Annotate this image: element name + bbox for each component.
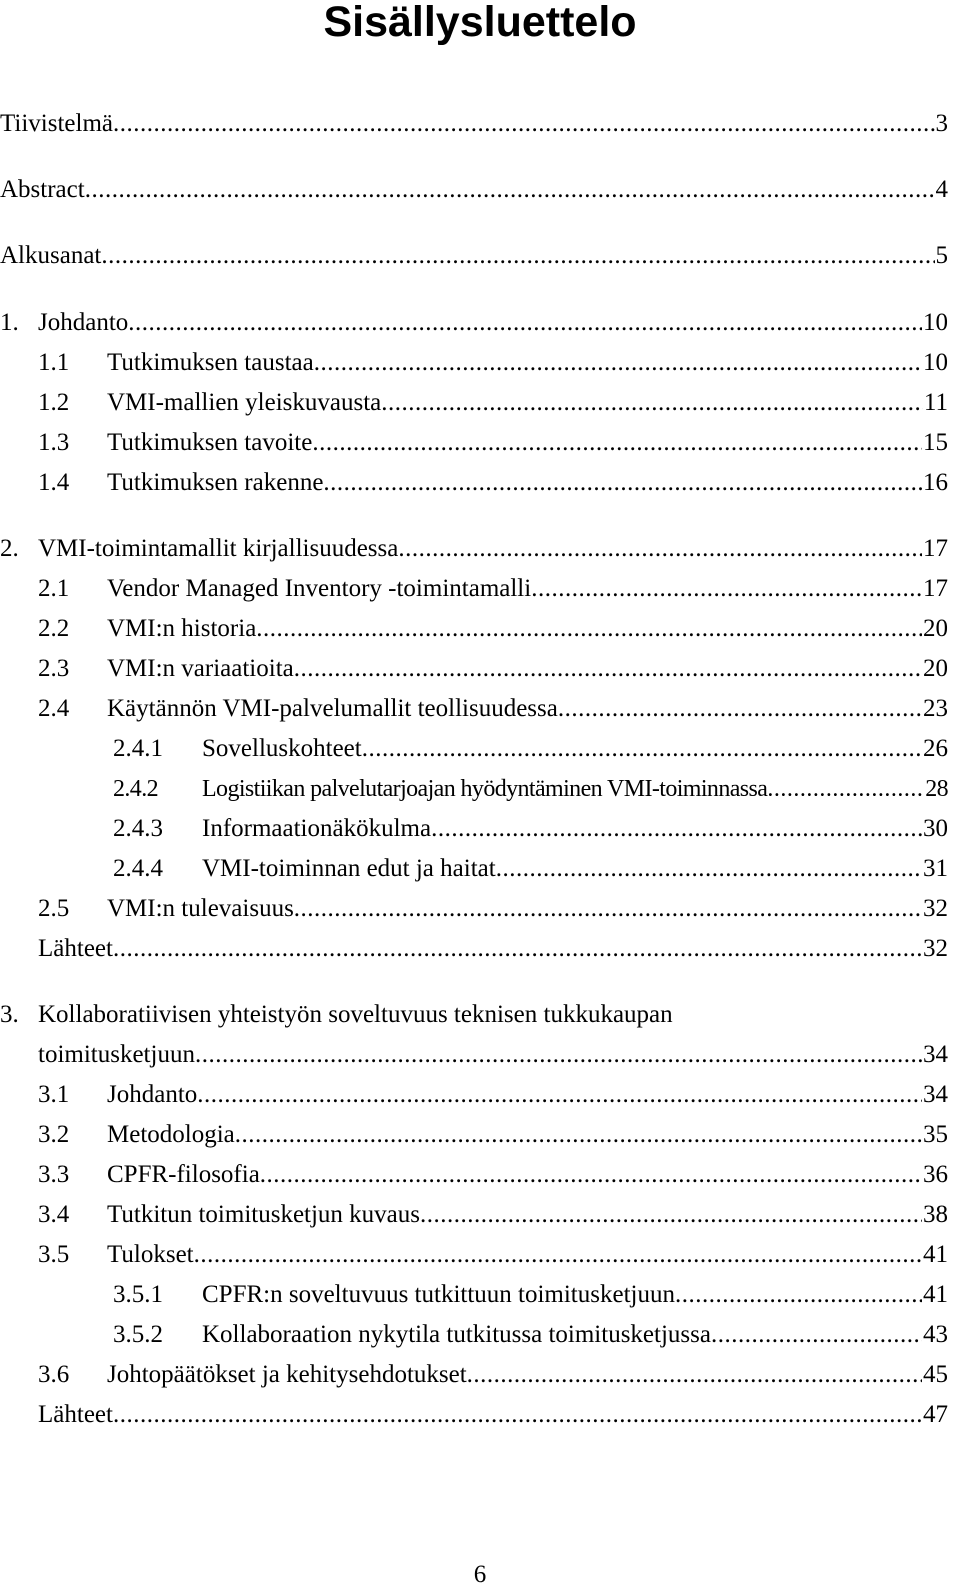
- dot-leader: [431, 814, 922, 844]
- dot-leader: [362, 734, 922, 764]
- toc-entry-page: 34: [923, 1081, 948, 1108]
- toc-entry-page: 41: [923, 1281, 948, 1308]
- toc-entry-title: Vendor Managed Inventory -toimintamalli: [107, 575, 532, 602]
- toc-entry-number: 2.: [0, 535, 19, 562]
- toc-entry-page: 28: [925, 776, 948, 802]
- toc-entry-title: Tiivistelmä: [0, 110, 113, 137]
- dot-leader: [675, 1280, 922, 1310]
- toc-entry-title: Sovelluskohteet: [202, 735, 362, 762]
- toc-entry-page: 43: [923, 1321, 948, 1348]
- toc-entry-number: 2.1: [38, 575, 70, 602]
- toc-entry-page: 23: [923, 695, 948, 722]
- toc-entry[interactable]: [113, 1310, 948, 1350]
- toc-entry-title: Tutkimuksen taustaa: [107, 349, 314, 376]
- toc-entry-title: Johtopäätökset ja kehitysehdotukset: [107, 1361, 467, 1388]
- toc-entry-continuation[interactable]: [38, 1030, 948, 1070]
- toc-entry-title-continuation: toimitusketjuun: [38, 1041, 195, 1068]
- toc-entry-title: Tutkitun toimitusketjun kuvaus: [107, 1201, 421, 1228]
- toc-entry[interactable]: [0, 165, 948, 205]
- toc-entry[interactable]: [38, 924, 948, 964]
- dot-leader: [398, 534, 922, 564]
- toc-entry-title: Käytännön VMI-palvelumallit teollisuudessa: [107, 695, 558, 722]
- toc-entry-title: Kollaboraation nykytila tutkitussa toimitusketjussa: [202, 1321, 711, 1348]
- toc-entry-number: 1.: [0, 309, 19, 336]
- toc-entry[interactable]: [38, 338, 948, 378]
- toc-entry-number: 3.5: [38, 1241, 70, 1268]
- toc-entry-page: 17: [923, 575, 948, 602]
- toc-entry-page: 45: [923, 1361, 948, 1388]
- toc-entry-title: Johdanto: [107, 1081, 198, 1108]
- toc-entry-page: 32: [923, 895, 948, 922]
- toc-entry-title: Metodologia: [107, 1121, 235, 1148]
- toc-entry-page: 41: [923, 1241, 948, 1268]
- toc-entry-page: 38: [923, 1201, 948, 1228]
- toc-entry-number: 3.2: [38, 1121, 70, 1148]
- dot-leader: [767, 774, 924, 804]
- toc-entry[interactable]: [38, 644, 948, 684]
- toc-entry[interactable]: [38, 1110, 948, 1150]
- toc-entry-title: Kollaboratiivisen yhteistyön soveltuvuus teknisen tukkukaupan: [38, 1001, 673, 1028]
- page-number: 6: [473, 1561, 487, 1588]
- toc-entry-number: 2.4: [38, 695, 70, 722]
- toc-entry[interactable]: [38, 604, 948, 644]
- dot-leader: [85, 175, 935, 205]
- dot-leader: [558, 694, 922, 724]
- toc-entry[interactable]: [38, 564, 948, 604]
- dot-leader: [197, 1080, 922, 1110]
- dot-leader: [194, 1240, 922, 1270]
- toc-entry-page: 17: [923, 535, 948, 562]
- toc-entry-title: VMI:n tulevaisuus: [107, 895, 294, 922]
- toc-entry-number: 2.3: [38, 655, 70, 682]
- toc-entry-title: Tulokset: [107, 1241, 194, 1268]
- toc-entry-title: Logistiikan palvelutarjoajan hyödyntäminen VMI-toiminnassa: [202, 776, 768, 802]
- toc-entry-page: 31: [923, 855, 948, 882]
- dot-leader: [113, 109, 935, 139]
- dot-leader: [323, 468, 922, 498]
- dot-leader: [113, 934, 922, 964]
- toc-entry-title: Informaationäkökulma: [202, 815, 432, 842]
- toc-entry-title: Lähteet: [38, 935, 113, 962]
- toc-entry-page: 20: [923, 615, 948, 642]
- dot-leader: [101, 241, 934, 271]
- toc-entry-number: 3.5.2: [113, 1321, 163, 1348]
- toc-entry-page: 32: [923, 935, 948, 962]
- toc-entry[interactable]: [0, 990, 948, 1030]
- toc-entry[interactable]: [38, 1230, 948, 1270]
- dot-leader: [294, 894, 922, 924]
- toc-entry-number: 3.: [0, 1001, 19, 1028]
- toc-entry-title: Tutkimuksen tavoite: [107, 429, 313, 456]
- toc-entry-page: 11: [923, 389, 948, 416]
- dot-leader: [195, 1040, 922, 1070]
- toc-entry[interactable]: [38, 378, 948, 418]
- toc-entry-number: 2.5: [38, 895, 70, 922]
- toc-entry-page: 4: [935, 176, 948, 203]
- toc-entry-number: 1.1: [38, 349, 70, 376]
- toc-entry-page: 10: [923, 309, 948, 336]
- toc-entry-page: 20: [923, 655, 948, 682]
- toc-entry-title: CPFR:n soveltuvuus tutkittuun toimitusketjuun: [202, 1281, 675, 1308]
- toc-entry-page: 5: [935, 242, 948, 269]
- toc-entry-title: VMI:n historia: [107, 615, 257, 642]
- toc-entry[interactable]: [113, 804, 948, 844]
- toc-entry[interactable]: [113, 844, 948, 884]
- toc-entry[interactable]: [38, 1070, 948, 1110]
- toc-entry-number: 3.3: [38, 1161, 70, 1188]
- toc-entry-number: 3.6: [38, 1361, 70, 1388]
- dot-leader: [496, 854, 922, 884]
- dot-leader: [294, 654, 922, 684]
- toc-entry[interactable]: [38, 418, 948, 458]
- toc-entry[interactable]: [38, 684, 948, 724]
- toc-entry[interactable]: [0, 524, 948, 564]
- toc-entry-number: 2.4.2: [113, 776, 159, 802]
- dot-leader: [128, 308, 922, 338]
- toc-entry-title: Lähteet: [38, 1401, 113, 1428]
- dot-leader: [256, 614, 922, 644]
- toc-entry[interactable]: [38, 884, 948, 924]
- toc-entry-number: 2.4.4: [113, 855, 163, 882]
- dot-leader: [235, 1120, 922, 1150]
- toc-entry-number: 3.1: [38, 1081, 70, 1108]
- toc-entry[interactable]: [0, 99, 948, 139]
- toc-entry-number: 2.4.3: [113, 815, 163, 842]
- toc-entry-number: 2.4.1: [113, 735, 163, 762]
- toc-entry-number: 1.4: [38, 469, 70, 496]
- toc-entry[interactable]: [113, 764, 948, 804]
- toc-entry[interactable]: [38, 1350, 948, 1390]
- dot-leader: [467, 1360, 922, 1390]
- toc-entry-title: Abstract: [0, 176, 85, 203]
- toc-entry-number: 3.5.1: [113, 1281, 163, 1308]
- toc-entry-number: 1.3: [38, 429, 70, 456]
- dot-leader: [711, 1320, 922, 1350]
- toc-entry-page: 3: [935, 110, 948, 137]
- dot-leader: [531, 574, 922, 604]
- toc-entry[interactable]: [38, 458, 948, 498]
- toc-entry[interactable]: [38, 1190, 948, 1230]
- dot-leader: [314, 348, 922, 378]
- dot-leader: [113, 1400, 922, 1430]
- toc-entry-title: VMI-mallien yleiskuvausta: [107, 389, 382, 416]
- toc-entry-page: 16: [923, 469, 948, 496]
- toc-entry-title: Johdanto: [38, 309, 129, 336]
- toc-entry[interactable]: [38, 1390, 948, 1430]
- toc-entry-page: 36: [923, 1161, 948, 1188]
- dot-leader: [381, 388, 923, 418]
- toc-entry-page: 35: [923, 1121, 948, 1148]
- toc-entry-title: VMI-toimintamallit kirjallisuudessa: [38, 535, 399, 562]
- toc-entry-number: 3.4: [38, 1201, 70, 1228]
- toc-entry-page: 47: [923, 1401, 948, 1428]
- dot-leader: [420, 1200, 922, 1230]
- toc-entry-number: 2.2: [38, 615, 70, 642]
- page-title: Sisällysluettelo: [323, 0, 637, 46]
- toc-entry-title: VMI-toiminnan edut ja haitat: [202, 855, 496, 882]
- toc-entry-page: 10: [923, 349, 948, 376]
- toc-entry-page: 30: [923, 815, 948, 842]
- toc-entry-number: 1.2: [38, 389, 70, 416]
- toc-entry-page: 26: [923, 735, 948, 762]
- toc-entry[interactable]: [0, 231, 948, 271]
- toc-entry-page: 34: [923, 1041, 948, 1068]
- toc-entry[interactable]: [0, 298, 948, 338]
- toc-entry[interactable]: [113, 724, 948, 764]
- toc-entry-page: 15: [923, 429, 948, 456]
- dot-leader: [312, 428, 922, 458]
- toc-entry-title: Alkusanat: [0, 242, 102, 269]
- dot-leader: [260, 1160, 922, 1190]
- toc-entry-title: Tutkimuksen rakenne: [107, 469, 324, 496]
- toc-entry-title: VMI:n variaatioita: [107, 655, 294, 682]
- toc-entry[interactable]: [113, 1270, 948, 1310]
- toc-entry-title: CPFR-filosofia: [107, 1161, 260, 1188]
- toc-entry[interactable]: [38, 1150, 948, 1190]
